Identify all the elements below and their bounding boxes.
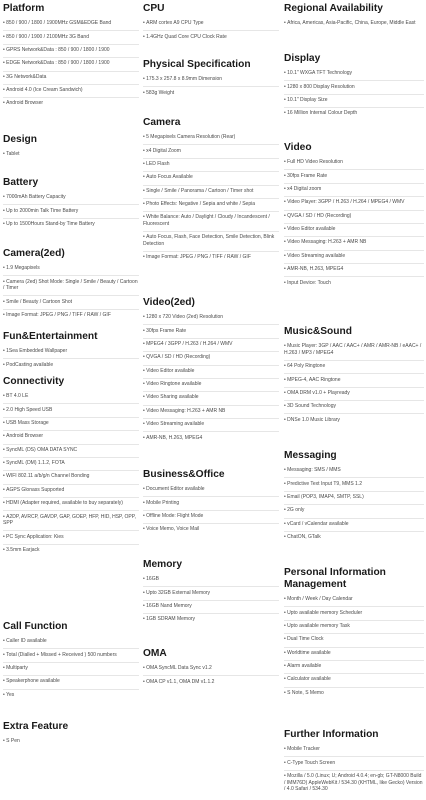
- section-title: Extra Feature: [3, 721, 69, 732]
- spec-list: [3, 149, 139, 161]
- spec-item: • Android Browser: [3, 431, 139, 444]
- section-title: Video: [284, 142, 312, 153]
- section-title: Business&Office: [143, 469, 225, 480]
- section-title: Regional Availability: [284, 3, 383, 14]
- section-physical-specification: [143, 59, 279, 100]
- section-camera: [143, 117, 279, 265]
- spec-item: • MPEG4 / 3GPP / H.263 / H.264 / WMV: [143, 339, 279, 352]
- spec-list: [3, 391, 139, 557]
- section-messaging: [284, 450, 424, 544]
- section-title: Video(2ed): [143, 297, 195, 308]
- section-video: [284, 142, 424, 290]
- spec-item: • LED Flash: [143, 159, 279, 172]
- spec-item: • Smile / Beauty / Cartoon Shot: [3, 296, 139, 309]
- section-connectivity: [3, 376, 139, 557]
- section-display: [284, 53, 424, 121]
- spec-item: • Music Player: 3GP / AAC / AAC+ / AMR / AMR-NB / eAAC+ / H.263 / MP3 / MPEG4: [284, 341, 424, 361]
- spec-item: • EDGE Network&Data : 850 / 900 / 1800 / 1900: [3, 58, 139, 71]
- section-extra-feature: [3, 721, 139, 748]
- spec-item: • 1Sea Embedded Wallpaper: [3, 346, 139, 359]
- section-title: Camera(2ed): [3, 248, 65, 259]
- spec-item: • QVGA / SD / HD (Recording): [143, 352, 279, 365]
- section-title: Connectivity: [3, 376, 65, 387]
- spec-item: • Up to 2000min Talk Time Battery: [3, 205, 139, 218]
- spec-item: • 10.1" WXGA TFT Technology: [284, 68, 424, 81]
- spec-item: • Predictive Text Input T9, MMS 1.2: [284, 478, 424, 491]
- spec-item: • Video Editor available: [143, 366, 279, 379]
- spec-item: • 2.0 High Speed USB: [3, 404, 139, 417]
- spec-item: • Video Player: 3GPP / H.263 / H.264 / MPEG4 / WMV: [284, 197, 424, 210]
- section-title: Fun&Entertainment: [3, 331, 98, 342]
- section-fun-entertainment: [3, 331, 139, 372]
- section-oma: [143, 648, 279, 689]
- spec-item: • Video Editor available: [284, 224, 424, 237]
- spec-item: • Alarm available: [284, 661, 424, 674]
- spec-list: [143, 484, 279, 537]
- section-music-sound: [284, 326, 424, 427]
- spec-item: • PC Sync Application: Kies: [3, 531, 139, 544]
- spec-item: • BT 4.0 LE: [3, 391, 139, 404]
- spec-list: [284, 157, 424, 290]
- spec-item: • Image Format: JPEG / PNG / TIFF / RAW / GIF: [143, 252, 279, 264]
- spec-item: • Calculator available: [284, 674, 424, 687]
- spec-item: • SyncML (DS) OMA DATA SYNC: [3, 445, 139, 458]
- spec-item: • Video Streaming available: [143, 419, 279, 432]
- spec-item: • Up to 1500Hours Stand-by Time Battery: [3, 219, 139, 231]
- spec-list: [143, 312, 279, 445]
- spec-item: • Multiparty: [3, 663, 139, 676]
- spec-item: • Mozilla / 5.0 (Linux; U; Android 4.0.4; en-gb; GT-N8000 Build / IMM76D) AppleWebKit / 534.30 (KHTML, like Gecko) Version / 4.0 Safari / 534.30: [284, 771, 424, 797]
- spec-item: • OMA CP v1.1, OMA DM v1.1.2: [143, 676, 279, 688]
- spec-item: • Upto 32GB External Memory: [143, 587, 279, 600]
- spec-item: • OMA DRM v1.0 + Playready: [284, 388, 424, 401]
- spec-item: • 3.5mm Earjack: [3, 545, 139, 557]
- spec-item: • 1GB SDRAM Memory: [143, 614, 279, 626]
- spec-item: • Image Format: JPEG / PNG / TIFF / RAW / GIF: [3, 310, 139, 322]
- section-title: Platform: [3, 3, 45, 14]
- spec-item: • Mobile Printing: [143, 497, 279, 510]
- spec-item: • Month / Week / Day Calendar: [284, 594, 424, 607]
- spec-item: • 2G only: [284, 505, 424, 518]
- spec-list: [284, 68, 424, 121]
- spec-item: • OMA SyncML Data Sync v1.2: [143, 663, 279, 676]
- spec-item: • 5 Megapixels Camera Resolution (Rear): [143, 132, 279, 145]
- spec-item: • Africa, Americas, Asia-Pacific, China, Europe, Middle East: [284, 18, 424, 30]
- spec-item: • Single / Smile / Panorama / Cartoon / Timer shot: [143, 186, 279, 199]
- spec-item: • 16GB Nand Memory: [143, 601, 279, 614]
- spec-item: • Total (Dialled + Missed + Received ) 500 numbers: [3, 649, 139, 662]
- section-title: Personal Information Management: [284, 567, 386, 590]
- spec-item: • 16GB: [143, 574, 279, 587]
- spec-item: • 64 Poly Ringtone: [284, 361, 424, 374]
- spec-list: [284, 594, 424, 700]
- spec-list: [143, 663, 279, 689]
- spec-item: • Video Streaming available: [284, 251, 424, 264]
- section-title: Design: [3, 134, 37, 145]
- spec-item: • Video Messaging: H.263 + AMR NB: [284, 237, 424, 250]
- spec-item: • MPEG-4, AAC Ringtone: [284, 374, 424, 387]
- section-video-2ed: [143, 297, 279, 445]
- spec-list: [143, 18, 279, 44]
- spec-item: • ChatON, GTalk: [284, 532, 424, 544]
- spec-item: • Video Sharing available: [143, 392, 279, 405]
- spec-list: [3, 636, 139, 702]
- spec-item: • Voice Memo, Voice Mail: [143, 524, 279, 536]
- spec-item: • PodCasting available: [3, 359, 139, 371]
- spec-item: • Photo Effects: Negative / Sepia and white / Sepia: [143, 199, 279, 212]
- spec-item: • Document Editor available: [143, 484, 279, 497]
- spec-item: • Messaging: SMS / MMS: [284, 465, 424, 478]
- spec-item: • 30fps Frame Rate: [143, 325, 279, 338]
- spec-item: • Camera (2ed) Shot Mode: Single / Smile / Beauty / Cartoon / Timer: [3, 276, 139, 296]
- spec-item: • 1280 x 720 Video (2ed) Resolution: [143, 312, 279, 325]
- spec-item: • Yes: [3, 690, 139, 702]
- spec-item: • Auto Focus Available: [143, 172, 279, 185]
- section-title: Memory: [143, 559, 183, 570]
- spec-item: • 1.4GHz Quad Core CPU Clock Rate: [143, 31, 279, 43]
- spec-item: • Dual Time Clock: [284, 634, 424, 647]
- spec-item: • AMR-NB, H.263, MPEG4: [143, 432, 279, 444]
- spec-list: [3, 18, 139, 111]
- spec-list: [143, 132, 279, 265]
- section-title: Display: [284, 53, 321, 64]
- section-further-information: [284, 729, 424, 796]
- section-title: CPU: [143, 3, 165, 14]
- spec-item: • 16 Million Internal Colour Depth: [284, 108, 424, 120]
- spec-item: • Auto Focus, Flash, Face Detection, Smile Detection, Blink Detection: [143, 232, 279, 252]
- spec-item: • ARM cortex A9 CPU Type: [143, 18, 279, 31]
- spec-item: • 1.9 Megapixels: [3, 263, 139, 276]
- section-title: OMA: [143, 648, 167, 659]
- spec-list: [3, 192, 139, 231]
- spec-item: • Mobile Tracker: [284, 744, 424, 757]
- spec-item: • Email (POP3, IMAP4, SMTP, SSL): [284, 492, 424, 505]
- spec-item: • White Balance: Auto / Daylight / Cloudy / Incandescent / Fluorescent: [143, 212, 279, 232]
- spec-list: [284, 465, 424, 544]
- spec-item: • Upto available memory Task: [284, 621, 424, 634]
- spec-item: • Android Browser: [3, 98, 139, 110]
- spec-item: • S Note, S Memo: [284, 688, 424, 700]
- spec-list: [143, 574, 279, 627]
- spec-item: • Upto available memory Scheduler: [284, 607, 424, 620]
- section-battery: [3, 177, 139, 231]
- spec-item: • Offline Mode: Flight Mode: [143, 511, 279, 524]
- spec-item: • Caller ID available: [3, 636, 139, 649]
- spec-item: • Worldtime available: [284, 648, 424, 661]
- spec-item: • x4 Digital Zoom: [143, 145, 279, 158]
- spec-item: • QVGA / SD / HD (Recording): [284, 211, 424, 224]
- spec-item: • WIFI 802.11 a/b/g/n Channel Bonding: [3, 471, 139, 484]
- spec-item: • x4 Digital zoom: [284, 184, 424, 197]
- spec-list: [284, 744, 424, 796]
- section-cpu: [143, 3, 279, 44]
- spec-list: [284, 18, 424, 30]
- section-title: Camera: [143, 117, 181, 128]
- spec-item: • AMR-NB, H.263, MPEG4: [284, 264, 424, 277]
- spec-item: • Tablet: [3, 149, 139, 161]
- spec-item: • USB Mass Storage: [3, 418, 139, 431]
- spec-item: • Video Ringtone available: [143, 379, 279, 392]
- spec-item: • 850 / 900 / 1800 / 1900MHz GSM&EDGE Band: [3, 18, 139, 31]
- spec-item: • Video Messaging: H.263 + AMR NB: [143, 406, 279, 419]
- spec-item: • Full HD Video Resolution: [284, 157, 424, 170]
- spec-item: • HDMI (Adapter required, available to buy separately): [3, 498, 139, 511]
- section-memory: [143, 559, 279, 627]
- section-design: [3, 134, 139, 161]
- spec-item: • 1280 x 800 Display Resolution: [284, 81, 424, 94]
- spec-list: [143, 74, 279, 100]
- section-call-function: [3, 621, 139, 702]
- spec-item: • C-Type Touch Screen: [284, 757, 424, 770]
- spec-item: • Android 4.0 (Ice Cream Sandwich): [3, 85, 139, 98]
- spec-item: • GPRS Network&Data : 850 / 900 / 1800 / 1900: [3, 45, 139, 58]
- spec-item: • 3D Sound Technology: [284, 401, 424, 414]
- section-title: Call Function: [3, 621, 68, 632]
- spec-item: • vCard / vCalendar available: [284, 519, 424, 532]
- section-title: Further Information: [284, 729, 379, 740]
- spec-item: • 7000mAh Battery Capacity: [3, 192, 139, 205]
- spec-item: • Speakerphone available: [3, 676, 139, 689]
- spec-item: • A2DP, AVRCP, GAVDP, GAP, GOEP, HFP, HID, HSP, OPP, SPP: [3, 511, 139, 531]
- spec-item: • 850 / 900 / 1900 / 2100MHz 3G Band: [3, 31, 139, 44]
- spec-list: [3, 263, 139, 322]
- spec-item: • 3G Network&Data: [3, 72, 139, 85]
- spec-list: [3, 736, 139, 748]
- spec-list: [3, 346, 139, 372]
- section-personal-information-management: [284, 567, 424, 700]
- spec-item: • S Pen: [3, 736, 139, 748]
- spec-item: • SyncML (DM) 1.1.2, FOTA: [3, 458, 139, 471]
- section-title: Music&Sound: [284, 326, 352, 337]
- section-title: Physical Specification: [143, 59, 251, 70]
- section-platform: [3, 3, 139, 111]
- spec-list: [284, 341, 424, 427]
- spec-item: • AGPS Glonass Supported: [3, 485, 139, 498]
- spec-item: • 10.1" Display Size: [284, 95, 424, 108]
- section-camera-2ed: [3, 248, 139, 322]
- spec-item: • 175.3 x 257.8 x 8.9mm Dimension: [143, 74, 279, 87]
- spec-item: • DNSe 1.0 Music Library: [284, 414, 424, 426]
- spec-item: • 30fps Frame Rate: [284, 170, 424, 183]
- section-regional-availability: [284, 3, 424, 30]
- spec-item: • 583g Weight: [143, 87, 279, 99]
- section-title: Messaging: [284, 450, 337, 461]
- section-title: Battery: [3, 177, 39, 188]
- spec-item: • Input Device: Touch: [284, 277, 424, 289]
- section-business-office: [143, 469, 279, 537]
